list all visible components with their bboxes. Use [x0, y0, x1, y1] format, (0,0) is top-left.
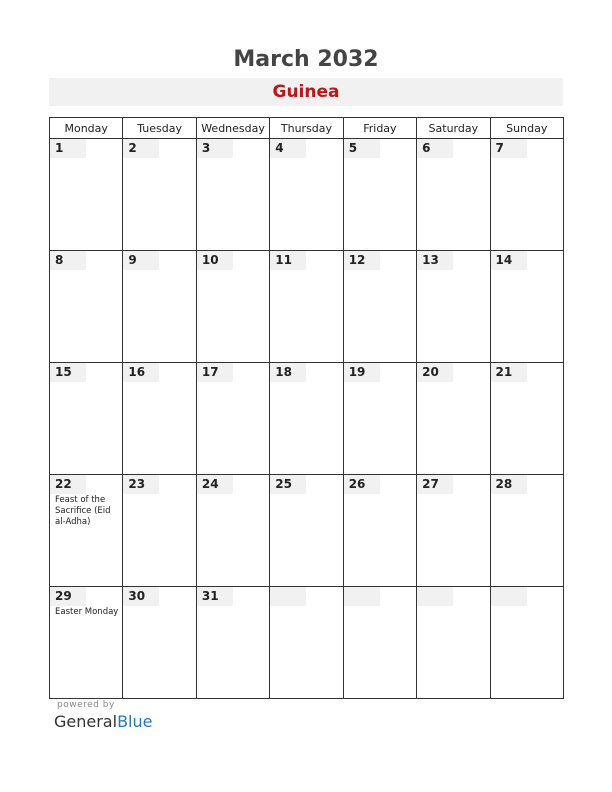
- day-cell[interactable]: [270, 587, 343, 699]
- day-cell[interactable]: [196, 139, 269, 251]
- day-number: 11: [270, 251, 306, 270]
- page-title: March 2032: [233, 47, 379, 72]
- day-number: 22: [50, 475, 86, 494]
- week-row: [50, 475, 564, 587]
- day-cell[interactable]: [50, 475, 123, 587]
- day-cell[interactable]: [490, 363, 563, 475]
- day-cell[interactable]: [123, 251, 196, 363]
- holiday-label: [50, 158, 123, 159]
- holiday-label: [197, 494, 270, 495]
- day-cell[interactable]: [490, 139, 563, 251]
- day-cell[interactable]: [50, 251, 123, 363]
- day-cell[interactable]: [343, 587, 416, 699]
- day-cell[interactable]: [50, 139, 123, 251]
- brand-blue: Blue: [117, 712, 153, 731]
- holiday-label: [417, 494, 490, 495]
- day-number: 3: [197, 139, 233, 158]
- holiday-label: [417, 158, 490, 159]
- holiday-label: [417, 606, 490, 607]
- day-number: [417, 587, 453, 606]
- holiday-label: [270, 606, 343, 607]
- day-cell[interactable]: [343, 363, 416, 475]
- holiday-label: [491, 158, 564, 159]
- day-number: 20: [417, 363, 453, 382]
- day-number: [344, 587, 380, 606]
- holiday-label: Easter Monday: [55, 607, 119, 617]
- holiday-label: [491, 494, 564, 495]
- holiday-label: [491, 270, 564, 271]
- holiday-label: [123, 494, 196, 495]
- day-cell[interactable]: [196, 363, 269, 475]
- day-number: 18: [270, 363, 306, 382]
- holiday-label: [270, 270, 343, 271]
- holiday-label: [270, 158, 343, 159]
- day-number: 30: [123, 587, 159, 606]
- calendar-grid: [49, 117, 564, 699]
- holiday-label: [123, 606, 196, 607]
- holiday-label: [344, 606, 417, 607]
- holiday-label: [123, 270, 196, 271]
- day-cell[interactable]: [417, 475, 490, 587]
- day-number: 31: [197, 587, 233, 606]
- holiday-label: [270, 382, 343, 383]
- holiday-label: [50, 270, 123, 271]
- day-cell[interactable]: [270, 475, 343, 587]
- weekday-header: Friday: [343, 118, 416, 139]
- weekday-header: Thursday: [270, 118, 343, 139]
- day-cell[interactable]: [417, 251, 490, 363]
- day-number: 25: [270, 475, 306, 494]
- day-number: 2: [123, 139, 159, 158]
- holiday-label: [197, 270, 270, 271]
- day-cell[interactable]: [123, 475, 196, 587]
- day-number: 8: [50, 251, 86, 270]
- brand-logo[interactable]: [54, 712, 152, 731]
- holiday-label: [123, 382, 196, 383]
- day-number: 27: [417, 475, 453, 494]
- holiday-label: [123, 158, 196, 159]
- day-number: 26: [344, 475, 380, 494]
- holiday-label: Feast of the Sacrifice (Eid al-Adha): [55, 495, 111, 527]
- day-number: 23: [123, 475, 159, 494]
- day-number: 10: [197, 251, 233, 270]
- day-number: [270, 587, 306, 606]
- holiday-label: [197, 382, 270, 383]
- weekday-header: Saturday: [417, 118, 490, 139]
- day-cell[interactable]: [50, 363, 123, 475]
- day-cell[interactable]: [417, 587, 490, 699]
- day-number: [491, 587, 527, 606]
- day-number: 5: [344, 139, 380, 158]
- weekday-header: Wednesday: [196, 118, 269, 139]
- holiday-label: [344, 158, 417, 159]
- day-cell[interactable]: [270, 251, 343, 363]
- holiday-label: [344, 382, 417, 383]
- holiday-label: [491, 382, 564, 383]
- holiday-label: [50, 382, 123, 383]
- holiday-label: [197, 606, 270, 607]
- day-number: 6: [417, 139, 453, 158]
- day-number: 14: [491, 251, 527, 270]
- day-cell[interactable]: [343, 251, 416, 363]
- day-cell[interactable]: [196, 251, 269, 363]
- day-cell[interactable]: [417, 363, 490, 475]
- weekday-header: Monday: [50, 118, 123, 139]
- day-number: 7: [491, 139, 527, 158]
- week-row: [50, 251, 564, 363]
- day-cell[interactable]: [490, 475, 563, 587]
- day-cell[interactable]: [417, 139, 490, 251]
- day-number: 24: [197, 475, 233, 494]
- day-cell[interactable]: [123, 363, 196, 475]
- holiday-label: [417, 270, 490, 271]
- holiday-label: [344, 270, 417, 271]
- day-cell[interactable]: [196, 587, 269, 699]
- brand-general: General: [54, 712, 118, 731]
- week-row: [50, 363, 564, 475]
- holiday-label: [344, 494, 417, 495]
- weekday-header: Tuesday: [123, 118, 196, 139]
- week-row: [50, 139, 564, 251]
- day-cell[interactable]: [123, 139, 196, 251]
- day-cell[interactable]: [490, 251, 563, 363]
- day-number: 29: [50, 587, 86, 606]
- holiday-label: [270, 494, 343, 495]
- day-number: 19: [344, 363, 380, 382]
- day-number: 1: [50, 139, 86, 158]
- day-number: 9: [123, 251, 159, 270]
- day-cell[interactable]: [270, 363, 343, 475]
- day-number: 16: [123, 363, 159, 382]
- holiday-label: [491, 606, 564, 607]
- day-number: 12: [344, 251, 380, 270]
- day-cell[interactable]: [343, 139, 416, 251]
- holiday-label: [417, 382, 490, 383]
- day-cell[interactable]: [50, 587, 123, 699]
- day-cell[interactable]: [196, 475, 269, 587]
- powered-by-text: powered by: [57, 700, 115, 710]
- week-row: [50, 587, 564, 699]
- day-cell[interactable]: [123, 587, 196, 699]
- day-number: 13: [417, 251, 453, 270]
- day-number: 4: [270, 139, 306, 158]
- day-number: 17: [197, 363, 233, 382]
- day-cell[interactable]: [270, 139, 343, 251]
- day-number: 15: [50, 363, 86, 382]
- day-number: 21: [491, 363, 527, 382]
- weekday-header: Sunday: [490, 118, 563, 139]
- day-number: 28: [491, 475, 527, 494]
- day-cell[interactable]: [490, 587, 563, 699]
- day-cell[interactable]: [343, 475, 416, 587]
- holiday-label: [197, 158, 270, 159]
- country-banner: Guinea: [49, 78, 563, 106]
- weekday-header-row: [50, 118, 564, 139]
